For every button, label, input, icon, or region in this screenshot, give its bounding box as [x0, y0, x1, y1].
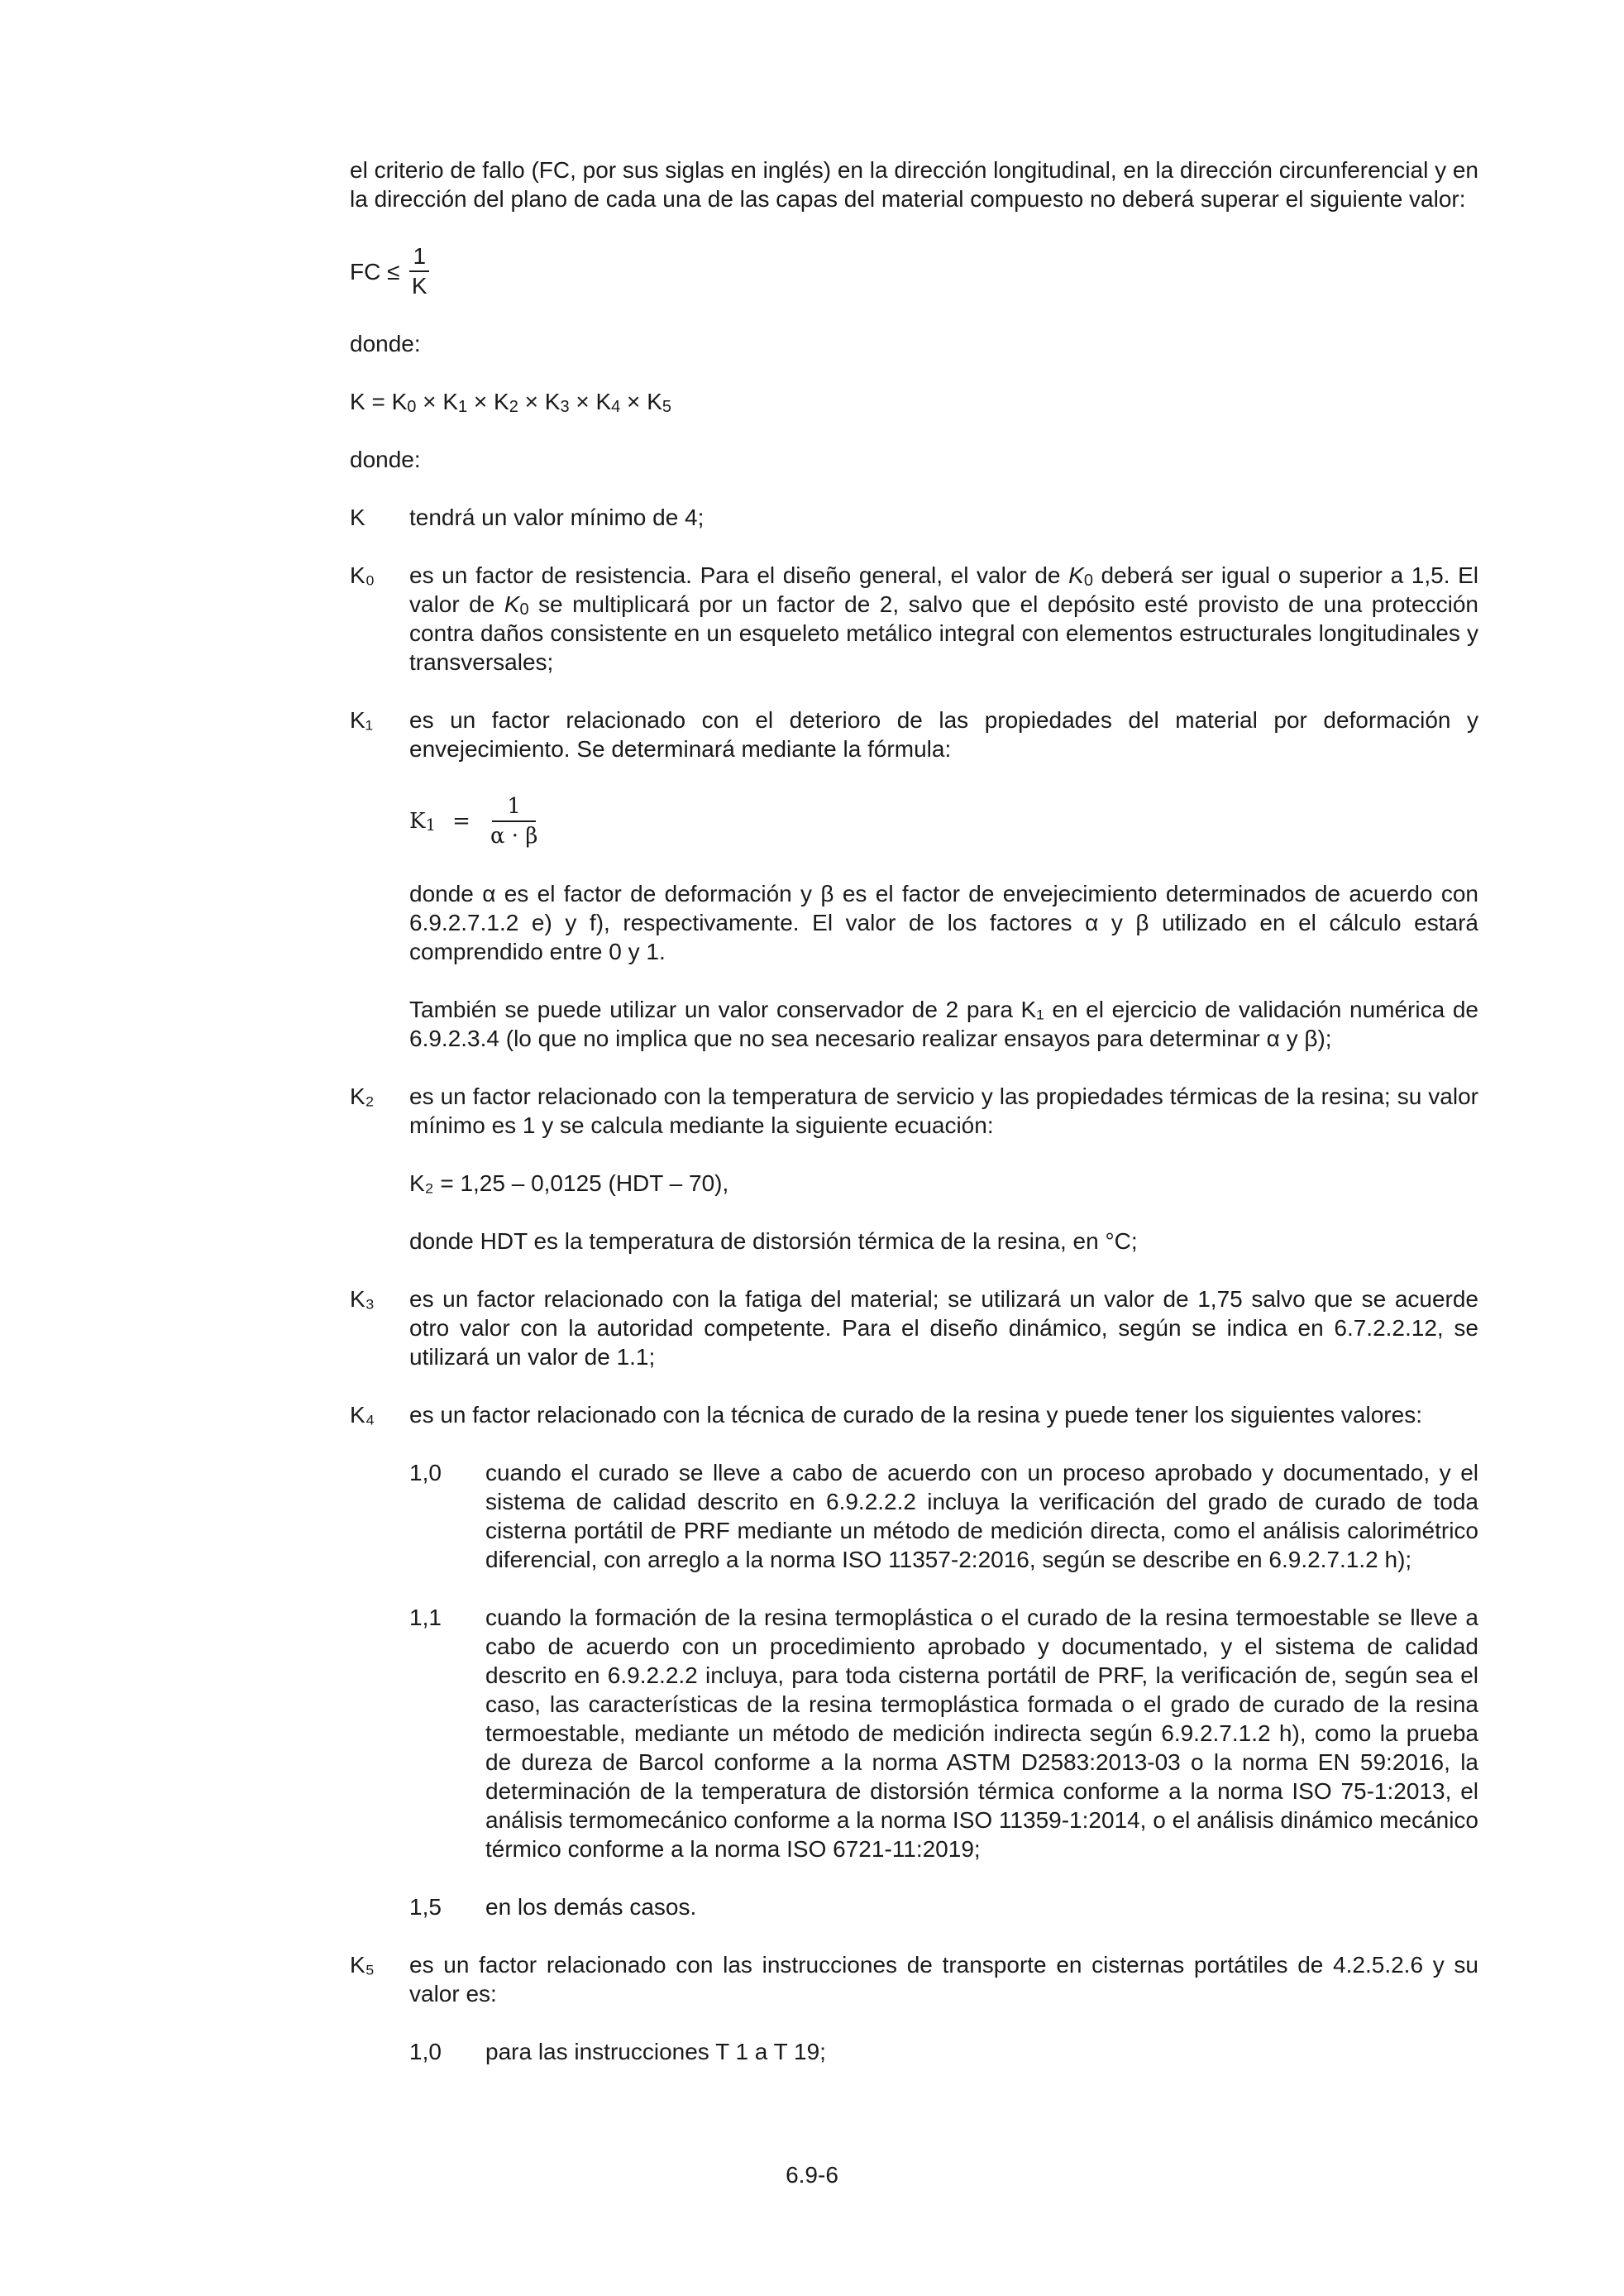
list-item [409, 1458, 1478, 1574]
definition-k2 [350, 1082, 1478, 1256]
definition-symbol: K₃ [350, 1286, 375, 1312]
page-number: 6.9-6 [786, 2162, 838, 2188]
donde-label: donde: [350, 331, 421, 356]
definition-text: tendrá un valor mínimo de 4; [409, 505, 705, 530]
list-item [409, 2037, 1478, 2066]
k1-denominator: α · β [490, 824, 538, 849]
item-value: 1,0 [409, 2039, 442, 2064]
fc-fraction [409, 242, 429, 300]
definition-k4 [350, 1400, 1478, 1921]
definition-symbol: K [350, 505, 365, 530]
donde-label-2: donde: [350, 447, 421, 472]
k1-formula [409, 792, 1478, 850]
definition-k1 [350, 706, 1478, 1053]
item-value: 1,0 [409, 1460, 442, 1485]
page-body [350, 155, 1478, 2066]
definition-symbol: K₀ [350, 562, 375, 588]
list-item [409, 1892, 1478, 1921]
fc-lhs: FC ≤ [350, 258, 400, 285]
definition-symbol: K₅ [350, 1952, 375, 1978]
definition-text: es un factor relacionado con la técnica de curado de la resina y puede tener los siguientes valores: [409, 1402, 1422, 1428]
definition-text: es un factor relacionado con las instrucciones de transporte en cisternas portátiles de 4.2.5.2.6 y su valor es: [409, 1952, 1478, 2007]
fc-denominator: K [411, 273, 427, 299]
item-text: cuando el curado se lleve a cabo de acuerdo con un proceso aprobado y documentado, y el sistema de calidad descrito en 6.9.2.2.2 incluya la verificación del grado de curado de toda cisterna portátil de PRF mediante un método de medición directa, como el análisis calorimétrico diferencial, con arreglo a la norma ISO 11357-2:2016, según se describe en 6.9.2.7.1.2 h); [485, 1460, 1478, 1572]
item-text: en los demás casos. [485, 1894, 697, 1920]
item-value: 1,5 [409, 1894, 442, 1920]
item-value: 1,1 [409, 1605, 442, 1630]
k2-explanation: donde HDT es la temperatura de distorsión térmica de la resina, en °C; [409, 1228, 1138, 1254]
k-product-formula: $K = K_0 \times K_1 \times K_2 \times K_3 \times K_4 \times K_5$ [350, 389, 671, 416]
definition-k0 [350, 561, 1478, 677]
definition-text: es un factor de resistencia. Para el diseño general, el valor de $K_0$ deberá ser igual o superior a 1,5. El valor de $K_0$ se multiplicará por un factor de 2, salvo que el depósito esté provisto de una protección contra daños consistente en un esqueleto metálico integral con elementos estructurales longitudinales y transversales; [409, 562, 1478, 675]
k2-equation: K₂ = 1,25 – 0,0125 (HDT – 70), [409, 1170, 729, 1196]
item-text: cuando la formación de la resina termoplástica o el curado de la resina termoestable se lleve a cabo de acuerdo con un procedimiento aprobado y documentado, y el sistema de calidad descrito en 6.9.2.2.2 incluya, para toda cisterna portátil de PRF, la verificación de, según sea el caso, las características de la resina termoplástica formada o el grado de curado de la resina termoestable, mediante un método de medición indirecta según 6.9.2.7.1.2 h), como la prueba de dureza de Barcol conforme a la norma ASTM D2583:2013-03 o la norma EN 59:2016, la determinación de la temperatura de distorsión térmica conforme a la norma ISO 75-1:2013, el análisis termomecánico conforme a la norma ISO 11359-1:2014, o el análisis dinámico mecánico térmico conforme a la norma ISO 6721-11:2019; [485, 1605, 1478, 1862]
definition-k [350, 503, 1478, 532]
fc-numerator: 1 [409, 242, 429, 272]
definition-symbol: K₁ [350, 707, 374, 733]
definition-k5 [350, 1950, 1478, 2066]
definition-symbol: K₄ [350, 1402, 375, 1428]
fc-formula [350, 242, 1478, 300]
k1-formula-equals: = [452, 808, 470, 834]
item-text: para las instrucciones T 1 a T 19; [485, 2039, 826, 2064]
definition-text: es un factor relacionado con la temperatura de servicio y las propiedades térmicas de la resina; su valor mínimo es 1 y se calcula mediante la siguiente ecuación: [409, 1083, 1478, 1138]
definition-text: es un factor relacionado con el deterioro de las propiedades del material por deformación y envejecimiento. Se determinará mediante la fórmula: [409, 707, 1478, 762]
k1-numerator: 1 [492, 792, 536, 822]
intro-paragraph: el criterio de fallo (FC, por sus siglas en inglés) en la dirección longitudinal, en la dirección circunferencial y en la dirección del plano de cada una de las capas del material compuesto no deberá superar el siguiente valor: [350, 157, 1478, 212]
k1-formula-lhs: $K_1$ [409, 808, 437, 835]
k1-fraction [490, 792, 537, 850]
list-item [409, 1603, 1478, 1863]
definition-symbol: K₂ [350, 1083, 375, 1109]
k1-explanation: donde α es el factor de deformación y β es el factor de envejecimiento determinados de acuerdo con 6.9.2.7.1.2 e) y f), respectivamente. El valor de los factores α y β utilizado en el cálculo estará comprendido entre 0 y 1. [409, 881, 1478, 964]
definition-text: es un factor relacionado con la fatiga del material; se utilizará un valor de 1,75 salvo que se acuerde otro valor con la autoridad competente. Para el diseño dinámico, según se indica en 6.7.2.2.12, se utilizará un valor de 1.1; [409, 1286, 1478, 1370]
definition-k3 [350, 1284, 1478, 1371]
k1-conservative-note: También se puede utilizar un valor conservador de 2 para K₁ en el ejercicio de validación numérica de 6.9.2.3.4 (lo que no implica que no sea necesario realizar ensayos para determinar α y β); [409, 997, 1478, 1051]
